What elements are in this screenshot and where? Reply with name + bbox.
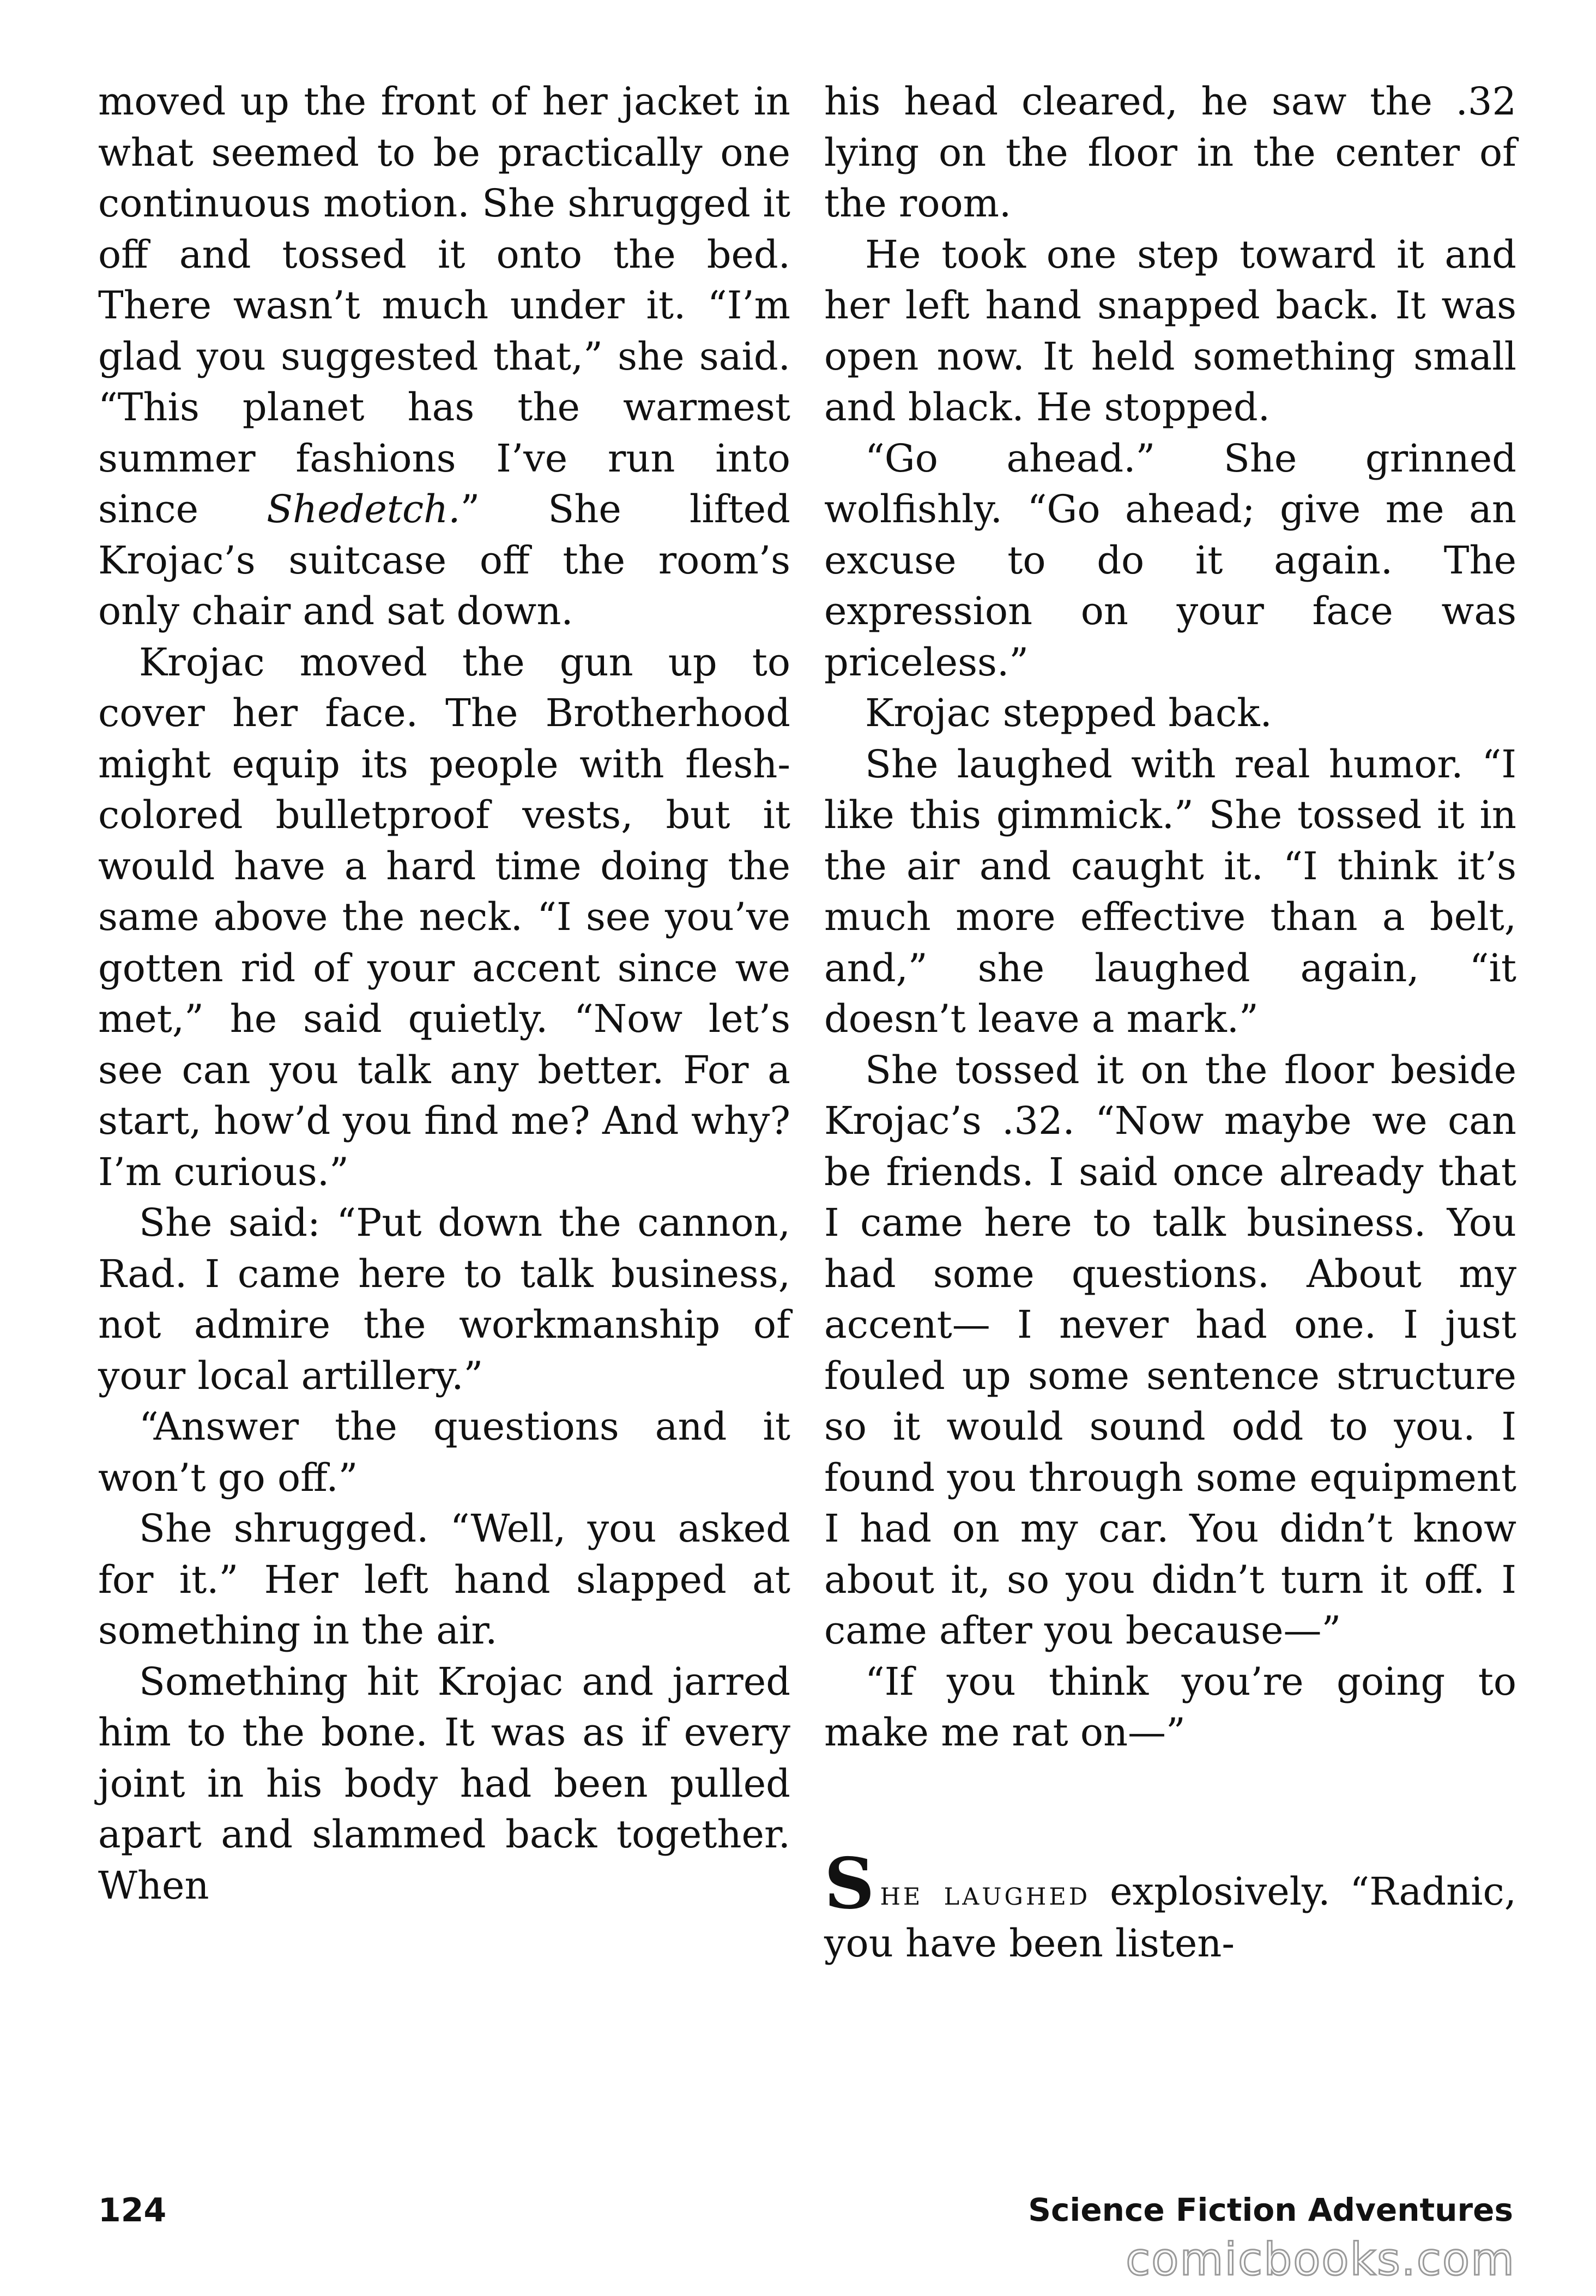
paragraph: Krojac stepped back.	[865, 691, 1272, 735]
paragraph: “Answer the questions and it won’t go off.”	[98, 1404, 790, 1500]
paragraph: She shrugged. “Well, you asked for it.” Her left hand slapped at something in the air.	[98, 1506, 790, 1653]
publication-title: Science Fiction Adventures	[1028, 2191, 1513, 2228]
small-caps-lead: he laughed	[880, 1872, 1091, 1913]
paragraph-text: ” She lifted Krojac’s suitcase off the room’s only chair and sat down.	[98, 487, 790, 633]
paragraph-text: explosively. “Radnic, you have been listen-	[824, 1869, 1516, 1966]
paragraph: She laughed with real humor. “I like this gimmick.” She tossed it in the air and caught it. “I think it’s much more effective than a belt, and,” she laughed again, “it doesn’t leave a mark.”	[824, 741, 1516, 1041]
paragraph	[98, 76, 790, 637]
italic-place-name: Shedetch.	[267, 487, 461, 531]
left-column	[98, 76, 790, 1911]
page-number: 124	[98, 2191, 167, 2229]
paragraph: Something hit Krojac and jarred him to the bone. It was as if every joint in his body had been pulled apart and slammed back together. When	[98, 1659, 790, 1908]
paragraph: his head cleared, he saw the .32 lying on the floor in the center of the room.	[824, 79, 1516, 226]
site-watermark: comicbooks.com	[1126, 2234, 1515, 2286]
paragraph: She tossed it on the floor beside Krojac’s .32. “Now maybe we can be friends. I said once already that I came here to talk business. You had some questions. About my accent— I never had one. I just fouled up some sentence structure so it would sound odd to you. I found you through some equipment I had on my car. You didn’t know about it, so you didn’t turn it off. I came after you because—”	[824, 1047, 1516, 1653]
paragraph: Krojac moved the gun up to cover her face. The Brotherhood might equip its people with flesh-colored bulletproof vests, but it would have a hard time doing the same above the neck. “I see you’ve gotten rid of your accent since we met,” he said quietly. “Now let’s see can you talk any better. For a start, how’d you find me? And why? I’m curious.”	[98, 639, 790, 1194]
paragraph: He took one step toward it and her left hand snapped back. It was open now. It held something small and black. He stopped.	[824, 232, 1516, 430]
paragraph: “If you think you’re going to make me rat on—”	[824, 1659, 1516, 1755]
paragraph-text: moved up the front of her jacket in what seemed to be practically one continuous motion. She shrugged it off and tossed it onto the bed. There wasn’t much under it. “I’m glad you suggested that,” she said. “This planet has the warmest summer fashions I’ve run into since	[98, 79, 790, 531]
section-opening-paragraph	[824, 1842, 1516, 1969]
paragraph: “Go ahead.” She grinned wolfishly. “Go ahead; give me an excuse to do it again. The expression on your face was priceless.”	[824, 436, 1516, 685]
drop-cap: S	[824, 1842, 875, 1925]
right-column	[824, 76, 1516, 1969]
paragraph: She said: “Put down the cannon, Rad. I came here to talk business, not admire the workmanship of your local artillery.”	[98, 1200, 790, 1398]
